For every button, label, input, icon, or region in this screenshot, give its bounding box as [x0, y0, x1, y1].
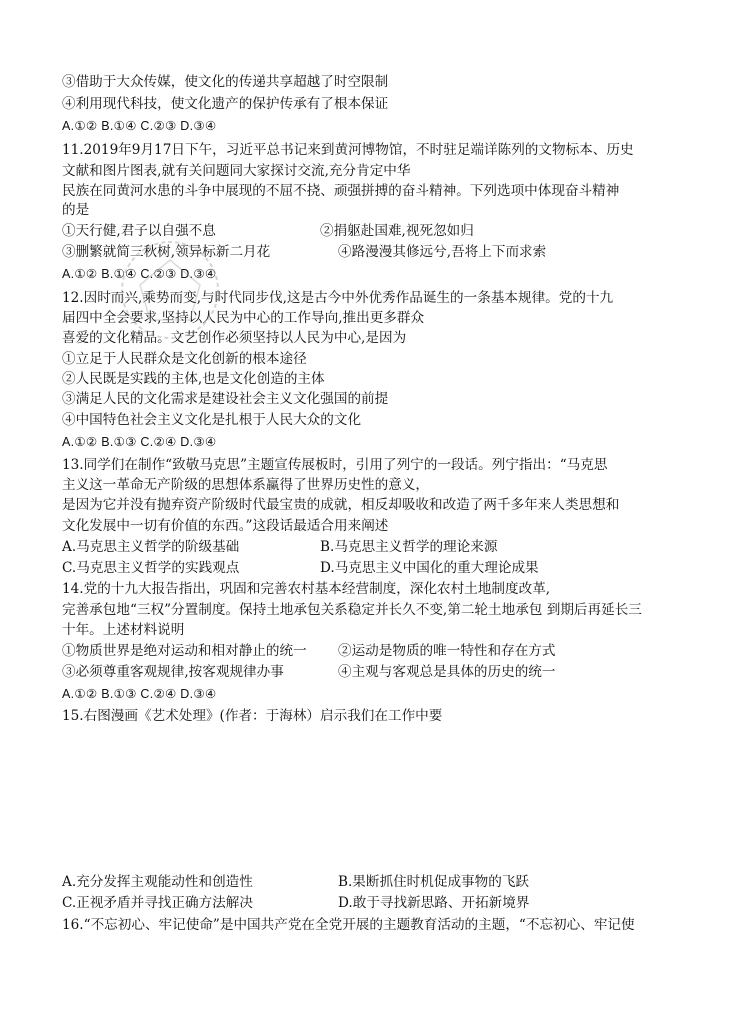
question-12-stem-2: 届四中全会要求,坚持以人民为中心的工作导向,推出更多群众 — [62, 310, 425, 326]
question-15-stem: 15.右图漫画《艺术处理》(作者：于海林）启示我们在工作中要 — [62, 708, 443, 724]
question-11-stem-4: 的是 — [62, 202, 90, 218]
option-4: ④利用现代科技，使文化遗产的保护传承有了根本保证 — [62, 96, 389, 112]
option-2: ②捐躯赴国难,视死忽如归 — [320, 223, 474, 239]
question-11-stem: 11.2019年9月17日下午，习近平总书记来到黄河博物馆，不时驻足端详陈列的文物标本、历史 — [62, 142, 634, 158]
option-c: C.正视矛盾并寻找正确方法解决 — [62, 895, 253, 911]
option-1: ①物质世界是绝对运动和相对静止的统一 — [62, 643, 307, 659]
option-b: B.马克思主义哲学的理论来源 — [320, 539, 498, 555]
option-d: D.敢于寻找新思路、开拓新境界 — [338, 895, 530, 911]
question-14-options-row-1 — [62, 641, 679, 661]
question-16-stem: 16.“不忘初心、牢记使命”是中国共产党在全党开展的主题教育活动的主题，“不忘初心、牢记使 — [62, 917, 635, 933]
option-4: ④主观与客观总是具体的历史的统一 — [338, 664, 556, 680]
answer-choices: A.①② B.①③ C.②④ D.③④ — [62, 687, 217, 701]
question-15-options-row-1 — [62, 872, 679, 892]
option-2: ②运动是物质的唯一特性和存在方式 — [338, 643, 556, 659]
option-c: C.马克思主义哲学的实践观点 — [62, 560, 240, 576]
option-3: ③借助于大众传媒，使文化的传递共享超越了时空限制 — [62, 74, 389, 90]
option-3: ③满足人民的文化需求是建设社会主义文化强国的前提 — [62, 391, 389, 407]
question-13-stem-4: 文化发展中一切有价值的东西。”这段话最适合用来阐述 — [62, 518, 389, 534]
option-1: ①天行健,君子以自强不息 — [62, 223, 216, 239]
option-4: ④中国特色社会主义文化是扎根于人民大众的文化 — [62, 412, 362, 428]
question-13-stem: 13.同学们在制作“致敬马克思”主题宣传展板时，引用了列宁的一段话。列宁指出：“马克思 — [62, 457, 608, 473]
question-14-stem-2: 完善承包地“三权”分置制度。保持土地承包关系稳定并长久不变,第二轮土地承包 到期后再延长三 — [62, 602, 642, 618]
question-15-options-row-2 — [62, 893, 679, 913]
option-a: A.马克思主义哲学的阶级基础 — [62, 539, 240, 555]
option-b: B.果断抓住时机促成事物的飞跃 — [338, 874, 530, 890]
option-4: ④路漫漫其修远兮,吾将上下而求索 — [338, 244, 547, 260]
option-1: ①立足于人民群众是文化创新的根本途径 — [62, 351, 307, 367]
question-13-options-row-2 — [62, 558, 679, 578]
option-2: ②人民既是实践的主体,也是文化创造的主体 — [62, 371, 325, 387]
question-11-stem-2: 文献和图片图表,就有关问题同大家探讨交流,充分肯定中华 — [62, 163, 411, 179]
question-13-stem-3: 是因为它并没有抛弃资产阶级时代最宝贵的成就，相反却吸收和改造了两千多年来人类思想和 — [62, 497, 620, 513]
option-3: ③必须尊重客观规律,按客观规律办事 — [62, 664, 284, 680]
question-11-stem-3: 民族在同黄河水患的斗争中展现的不屈不挠、顽强拼搏的奋斗精神。下列选项中体现奋斗精神 — [62, 183, 620, 199]
option-3: ③删繁就简三秋树,领异标新二月花 — [62, 244, 271, 260]
question-13-stem-2: 主义这一革命无产阶级的思想体系赢得了世界历史性的意义， — [62, 477, 430, 493]
option-a: A.充分发挥主观能动性和创造性 — [62, 874, 253, 890]
question-14-stem: 14.党的十九大报告指出，巩固和完善农村基本经营制度，深化农村土地制度改革, — [62, 581, 551, 597]
question-14-options-row-2 — [62, 662, 679, 682]
question-12-stem: 12.因时而兴,乘势而变,与时代同步伐,这是古今中外优秀作品诞生的一条基本规律。党的十九 — [62, 290, 614, 306]
answer-choices: A.①② B.①③ C.②④ D.③④ — [62, 435, 217, 449]
option-d: D.马克思主义中国化的重大理论成果 — [320, 560, 539, 576]
question-14-stem-3: 十年。上述材料说明 — [62, 622, 185, 638]
question-13-options-row-1 — [62, 537, 679, 557]
question-12-stem-3: 喜爱的文化精品。文艺创作必须坚持以人民为中心,是因为 — [62, 330, 407, 346]
watermark-stamp-icon — [110, 230, 230, 350]
answer-choices: A.①② B.①④ C.②③ D.③④ — [62, 119, 217, 133]
answer-choices: A.①② B.①④ C.②③ D.③④ — [62, 267, 217, 281]
